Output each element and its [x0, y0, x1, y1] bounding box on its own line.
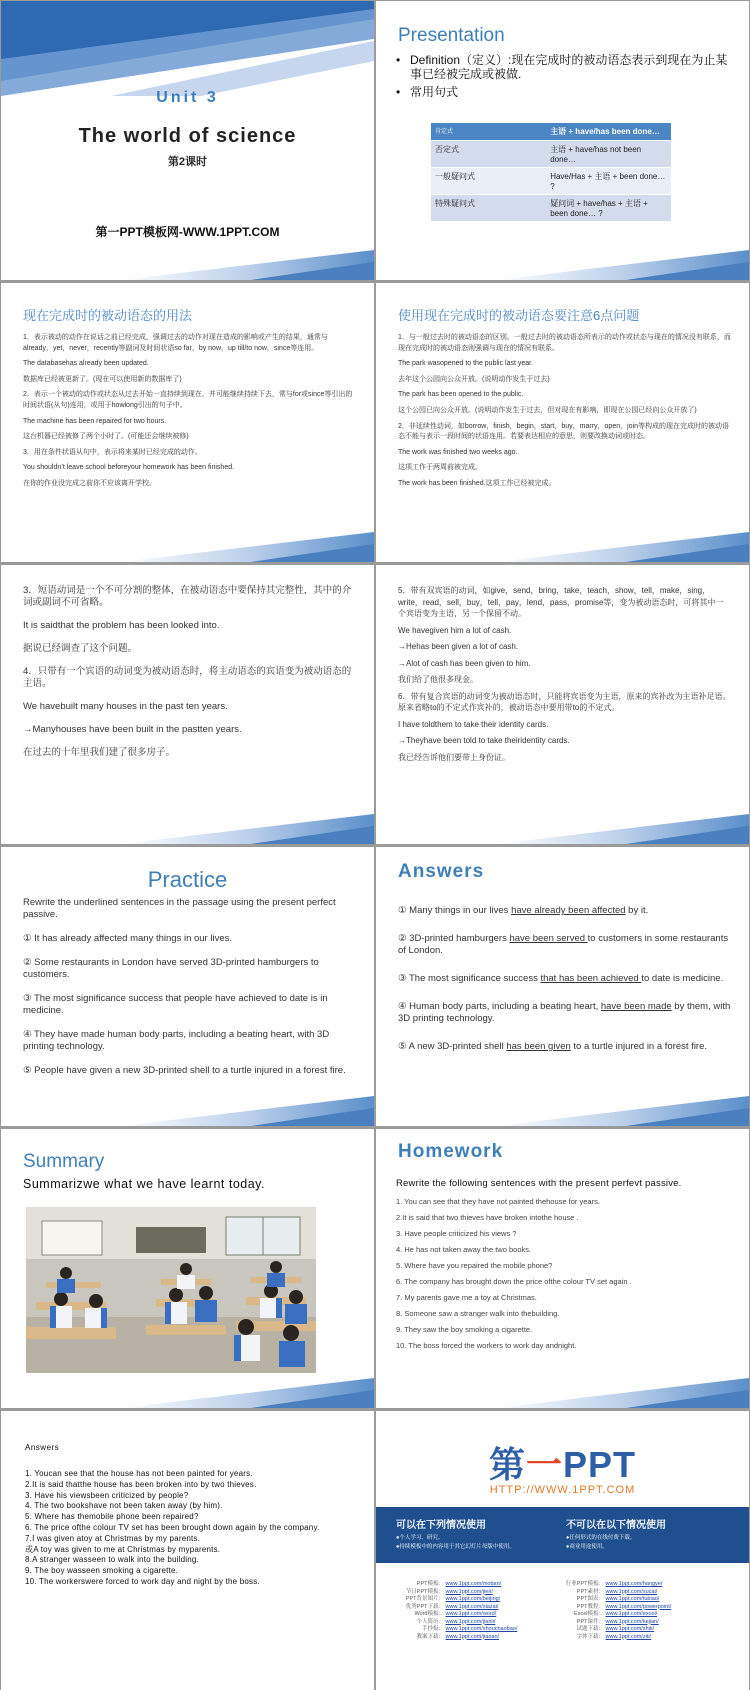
answer-underline: have already been affected — [511, 905, 626, 916]
answer-underline: have been made — [600, 1001, 672, 1012]
slide-notes — [376, 283, 749, 562]
slide-heading: 现在完成时的被动语态的用法 — [23, 308, 193, 323]
paragraph: 5．带有双宾语的动词，如give，send，bring，take，teach，show，tell，make，sing，write，read，sell，buy，tell，pay，lend，pass，promise等，变为被动语态时，可将其中一个宾语变为主语，另一个保留不动。 — [398, 586, 724, 618]
footer-swoosh — [1, 808, 374, 844]
list-item: 5. Where have you repaired the mobile phone? — [396, 1261, 553, 1270]
link-row[interactable] — [390, 1611, 560, 1619]
answers-title: Answers — [25, 1443, 60, 1452]
paragraph: 去年这个公园向公众开放。(说明动作发生于过去) — [398, 375, 550, 383]
list-item: 3. Have his viewsbeen criticized by people? — [25, 1490, 189, 1500]
link-row[interactable] — [562, 1589, 742, 1597]
paragraph: The work was finished two weeks ago. — [398, 448, 518, 456]
footer-swoosh — [1, 1372, 374, 1408]
brand-logo — [376, 1437, 749, 1488]
table-cell: 肯定式 — [431, 123, 546, 141]
homework-intro: Rewrite the following sentences with the present perfevt passive. — [396, 1178, 682, 1189]
site-credit: 第一PPT模板网-WWW.1PPT.COM — [95, 225, 280, 239]
answer-underline: has been given — [506, 1041, 571, 1052]
slide-practice — [1, 847, 374, 1126]
link-url[interactable]: www.1ppt.com/moban/ — [445, 1581, 502, 1587]
list-item: 4. The two bookshave not been taken away (by him). — [25, 1501, 223, 1511]
answer-text: ① Many things in our lives — [398, 905, 512, 916]
answer-text: by them, with 3D printing technology. — [398, 1001, 731, 1024]
link-label: PPT课件： — [576, 1618, 604, 1625]
table-cell: 否定式 — [431, 141, 546, 168]
paragraph: The work has been finished.这项工作已经被完成。 — [398, 479, 556, 487]
answer-underline: have been served — [509, 933, 588, 944]
brand-url[interactable]: HTTP://WWW.1PPT.COM — [489, 1484, 636, 1496]
list-item: 1. You can see that they have not painted thehouse for years. — [396, 1197, 600, 1206]
link-label: PPT图表： — [576, 1596, 604, 1602]
paragraph: 3．短语动词是一个不可分割的整体，在被动语态中要保持其完整性，其中的介词或副词不可省略。 — [23, 585, 352, 608]
paragraph: We havegiven him a lot of cash. — [398, 625, 512, 635]
list-item: ⑤ People have given a new 3D-printed shell to a turtle injured in a forest fire. — [23, 1065, 346, 1076]
link-label: 试题下载： — [576, 1626, 604, 1632]
link-row[interactable] — [390, 1634, 560, 1642]
deck-title: The world of science — [78, 125, 297, 147]
slide-heading: Summary — [23, 1151, 105, 1172]
list-item: ② Some restaurants in London have served 3D-printed hamburgers to customers. — [23, 957, 319, 980]
link-label: 字体下载： — [576, 1633, 604, 1640]
bullet-list — [396, 53, 731, 99]
list-item: 6. The price ofthe colour TV set has been brought down again by the company. — [25, 1522, 320, 1532]
list-item: ① It has already affected many things in our lives. — [23, 933, 233, 944]
paragraph: You shouldn’t leave school beforeyour homework has been finished. — [23, 464, 235, 472]
list-item: 7. My parents gave me a toy at Christmas. — [396, 1293, 537, 1302]
list-item: 6. The company has brought down the price ofthe colour TV set again . — [396, 1277, 632, 1286]
table-cell: 一般疑问式 — [431, 168, 546, 195]
link-url[interactable]: www.1ppt.com/word/ — [445, 1611, 497, 1617]
link-row[interactable] — [562, 1619, 742, 1627]
slide-summary — [1, 1129, 374, 1408]
paragraph: 6．带有复合宾语的动词变为被动语态时，只能将宾语变为主语，原来的宾补改为主语补足语。原来省略to的不定式作宾补的，被动语态中要用带to的不定式。 — [398, 691, 731, 712]
paragraph: 这项工作于两周前被完成。 — [398, 464, 482, 472]
link-label: 行业PPT模板： — [565, 1581, 604, 1587]
slide-presentation — [376, 1, 749, 280]
answer-text: ⑤ A new 3D-printed shell — [398, 1041, 507, 1052]
slide-heading: Answers — [398, 861, 485, 882]
answer-text: to customers in some restaurants of London. — [398, 933, 729, 956]
link-label: PPT模板： — [416, 1581, 444, 1587]
link-url[interactable]: www.1ppt.com/tubiao/ — [605, 1596, 660, 1602]
table-cell: 特殊疑问式 — [431, 195, 546, 222]
link-row[interactable] — [390, 1626, 560, 1634]
allow-block — [396, 1516, 556, 1552]
paragraph: 数据库已经被更新了。(现在可以使用新的数据库了) — [23, 375, 182, 383]
link-row[interactable] — [390, 1596, 560, 1604]
link-label: Word模板： — [414, 1611, 444, 1617]
table-row — [431, 195, 671, 222]
link-url[interactable]: www.1ppt.com/hangye/ — [605, 1581, 663, 1587]
list-item: 8. Someone saw a stranger walk into thebuilding. — [396, 1309, 560, 1318]
link-url[interactable]: www.1ppt.com/shiti/ — [605, 1626, 655, 1632]
answers-list — [398, 905, 731, 1069]
paragraph: 3．用在条件状语从句中，表示将来某时已经完成的动作。 — [23, 448, 202, 456]
paragraph: 在你的作业没完成之前你不应该离开学校。 — [23, 479, 156, 487]
link-url[interactable]: www.1ppt.com/shouchaobao/ — [445, 1626, 518, 1632]
link-row[interactable] — [562, 1634, 742, 1642]
link-label: 个人简历： — [416, 1618, 444, 1625]
list-item: ④ They have made human body parts, including a beating heart, with 3D printing technology. — [23, 1029, 330, 1052]
link-url[interactable]: www.1ppt.com/beijing/ — [445, 1596, 501, 1602]
deny-title: 不可以在以下情况使用 — [566, 1520, 666, 1531]
answers-list — [25, 1469, 356, 1588]
table-cell: Have/Has + 主语 + been done… ? — [546, 168, 671, 195]
paragraph: 2．非延续性动词，如borrow，finish，begin，start，buy，marry，open，join等构成的现在完成时的被动语态不能与表示一段时间的状语连用。若要表达相应的意思，则要改换动词或时态。 — [398, 422, 730, 441]
list-item: 2.It is said thatthe house has been broken into by two thieves. — [25, 1479, 257, 1489]
logo-char: 一 — [525, 1444, 563, 1485]
slide-heading: Presentation — [398, 25, 505, 46]
table-cell: 疑问词 + have/has + 主语 + been done… ? — [546, 195, 671, 222]
allow-item: ●持续模板中的内容用于其它幻灯片母版中使用。 — [396, 1544, 515, 1550]
slide-notes-continued — [1, 565, 374, 844]
list-item: 3. Have people criticized his views ? — [396, 1229, 517, 1238]
paragraph: The park wasopened to the public last year. — [398, 360, 534, 368]
link-label: 手抄报： — [421, 1626, 444, 1632]
slide-title — [1, 1, 374, 280]
link-label: Excel模板： — [574, 1611, 604, 1617]
list-item — [398, 1041, 731, 1053]
list-item: 8.A stranger wasseen to walk into the building. — [25, 1555, 199, 1565]
paragraph: We havebuilt many houses in the past ten years. — [23, 701, 228, 712]
paragraph: 这台机器已经被修了两个小时了。(可能还会继续被修) — [23, 433, 189, 441]
paragraph: 据说已经调查了这个问题。 — [23, 643, 138, 654]
allow-title: 可以在下列情况使用 — [396, 1520, 486, 1531]
paragraph: 1．与一般过去时的被动语态的区别。一般过去时的被动语态所表示的动作或状态与现在的情况没有联系，而现在完成时的被动语态则强调与现在的情况有联系。 — [398, 334, 731, 352]
lesson-subtitle: 第2课时 — [167, 156, 208, 168]
link-label: PPT背景图片： — [405, 1596, 444, 1602]
footer-swoosh — [376, 526, 749, 562]
paragraph: 1．表示被动的动作在说话之前已经完成，强调过去的动作对现在造成的影响或产生的结果，通常与already，yet，never，recently等副词及时间状语so far，by now，up till/to now，since等连用。 — [23, 334, 328, 352]
slide-heading: 使用现在完成时的被动语态要注意6点问题 — [398, 308, 640, 323]
instructions: Rewrite the underlined sentences in the passage using the present perfect passive. — [23, 897, 336, 920]
bullet-item: • 常用句式 — [396, 85, 459, 99]
notes-text — [23, 585, 356, 770]
bullet-text: Definition（定义）:现在完成时的被动语态表示到现在为止某事已经被完成或被做. — [410, 53, 728, 81]
paragraph: →Manyhouses have been built in the pastten years. — [23, 724, 242, 735]
paragraph: →Theyhave been told to take theiridentity cards. — [398, 736, 570, 745]
link-row[interactable] — [562, 1626, 742, 1634]
paragraph: 4．只带有一个宾语的动词变为被动语态时，将主动语态的宾语变为被动语态的主语。 — [23, 666, 352, 689]
classroom-photo — [26, 1207, 316, 1373]
link-url[interactable]: www.1ppt.com/excel/ — [605, 1611, 658, 1617]
link-row[interactable] — [390, 1604, 560, 1612]
answer-underline: that has been achieved — [540, 973, 642, 984]
notes-text — [398, 333, 731, 495]
structure-table — [431, 123, 671, 222]
link-url[interactable]: www.1ppt.com/powerpoint/ — [605, 1603, 672, 1610]
paragraph: The databasehas already been updated. — [23, 360, 149, 368]
link-row[interactable] — [562, 1611, 742, 1619]
paragraph: I have toldthem to take their identity cards. — [398, 719, 549, 729]
list-item: 4. He has not taken away the two books. — [396, 1245, 532, 1254]
link-url[interactable]: www.1ppt.com/ziti/ — [605, 1633, 652, 1640]
link-url[interactable]: www.1ppt.com/xiazai/ — [445, 1603, 499, 1610]
deny-item: ●任何形式的在线付费下载。 — [566, 1535, 636, 1541]
link-url[interactable]: www.1ppt.com/sucai/ — [605, 1588, 658, 1595]
slide-credits — [376, 1411, 749, 1690]
link-label: PPT教程： — [576, 1603, 604, 1610]
list-item — [398, 1001, 731, 1025]
link-label: 教案下载： — [416, 1633, 444, 1640]
link-url[interactable]: www.1ppt.com/jieri/ — [445, 1588, 493, 1595]
unit-label: Unit 3 — [156, 89, 219, 106]
answer-text: ④ Human body parts, including a beating heart, — [398, 1001, 601, 1012]
table-row — [431, 141, 671, 168]
answer-text: by it. — [625, 905, 649, 916]
bullet-item: • Definition（定义）:现在完成时的被动语态表示到现在为止某事已经被完成或被做. — [396, 53, 731, 81]
paragraph: →Alot of cash has been given to him. — [398, 658, 531, 668]
link-url[interactable]: www.1ppt.com/jianli/ — [445, 1618, 496, 1625]
paragraph: 2．表示一个被动的动作或状态从过去开始一直持续到现在，并可能继续持续下去，常与for或since等引出的时间状语(从句)连用，或用于howlong引出的句子中。 — [23, 391, 353, 409]
slide-answers — [376, 847, 749, 1126]
paragraph: The park has been opened to the public. — [398, 391, 524, 399]
link-row[interactable] — [390, 1619, 560, 1627]
links-left — [390, 1581, 560, 1641]
header-banner — [1, 1, 374, 96]
paragraph: 在过去的十年里我们建了很多房子。 — [23, 747, 176, 758]
list-item: 10. The workerswere forced to work day and night by the boss. — [25, 1576, 260, 1586]
link-label: PPT素材： — [576, 1588, 604, 1595]
list-item: 或A toy was given to me at Christmas by myparents. — [25, 1544, 221, 1554]
logo-char: PPT — [563, 1444, 637, 1485]
logo-char: 第 — [488, 1444, 526, 1485]
slide-usage — [1, 283, 374, 562]
usage-text — [23, 333, 356, 495]
paragraph: →Hehas been given a lot of cash. — [398, 642, 519, 651]
list-item: 2.It is said that two thieves have broken intothe house . — [396, 1213, 579, 1222]
link-row[interactable] — [562, 1581, 742, 1589]
list-item: 10. The boss forced the workers to work day andnight. — [396, 1341, 577, 1350]
link-row[interactable] — [562, 1604, 742, 1612]
link-label: 优秀PPT下载： — [405, 1603, 444, 1610]
answer-text: to a turtle injured in a forest fire. — [570, 1041, 708, 1052]
table-cell: 主语 + have/has not been done… — [546, 141, 671, 168]
deny-item: ●商业用途使用。 — [566, 1544, 608, 1550]
usage-panel — [376, 1507, 749, 1563]
list-item: 5. Where has themobile phone been repaired? — [25, 1512, 199, 1522]
answer-text: ② 3D-printed hamburgers — [398, 933, 510, 944]
table-row — [431, 168, 671, 195]
footer-swoosh — [376, 1372, 749, 1408]
homework-list — [396, 1197, 731, 1357]
notes-text — [398, 585, 731, 768]
link-label: 节日PPT模板： — [405, 1588, 444, 1595]
list-item — [398, 933, 731, 957]
list-item — [398, 973, 731, 985]
list-item: 9. The boy wasseen smoking a cigarette. — [25, 1566, 179, 1576]
summary-text: Summarizwe what we have learnt today. — [23, 1177, 265, 1191]
list-item: ③ The most significance success that people have achieved to date is in medicine. — [23, 993, 328, 1016]
allow-item: ●个人学习、研究。 — [396, 1535, 444, 1541]
links-right — [562, 1581, 742, 1641]
slide-heading: Homework — [398, 1141, 504, 1162]
list-item — [398, 905, 731, 917]
answer-text: to date is medicine. — [641, 973, 724, 984]
link-row[interactable] — [390, 1581, 560, 1589]
slide-homework — [376, 1129, 749, 1408]
slide-heading: Practice — [147, 867, 228, 892]
footer-swoosh — [376, 808, 749, 844]
footer-swoosh — [376, 244, 749, 280]
link-row[interactable] — [562, 1596, 742, 1604]
paragraph: 这个公园已向公众开放。(说明动作发生于过去，但对现在有影响，即现在公园已经向公众开放了) — [398, 406, 697, 414]
list-item: 1. Youcan see that the house has not been painted for years. — [25, 1469, 253, 1478]
footer-swoosh — [1, 244, 374, 280]
paragraph: It is saidthat the problem has been looked into. — [23, 620, 220, 631]
footer-swoosh — [1, 1090, 374, 1126]
list-item: 9. They saw the boy smoking a cigarette. — [396, 1325, 533, 1334]
practice-list — [23, 897, 356, 1089]
paragraph: The machine has been repaired for two hours. — [23, 417, 167, 425]
footer-swoosh — [1, 526, 374, 562]
bullet-text: 常用句式 — [410, 85, 459, 99]
deny-block — [566, 1516, 736, 1552]
table-cell: 主语 + have/has been done… — [546, 123, 671, 141]
slide-homework-answers — [1, 1411, 374, 1690]
link-url[interactable]: www.1ppt.com/jiaoan/ — [445, 1633, 500, 1640]
slide-notes-final — [376, 565, 749, 844]
link-row[interactable] — [390, 1589, 560, 1597]
answer-text: ③ The most significance success — [398, 973, 541, 984]
table-header-row — [431, 123, 671, 141]
list-item: 7.I was given atoy at Christmas by my parents. — [25, 1533, 201, 1543]
footer-swoosh — [376, 1090, 749, 1126]
link-url[interactable]: www.1ppt.com/kejian/ — [605, 1618, 659, 1625]
paragraph: 我已经告诉他们要带上身份证。 — [398, 752, 510, 762]
paragraph: 我们给了他很多现金。 — [398, 675, 478, 684]
